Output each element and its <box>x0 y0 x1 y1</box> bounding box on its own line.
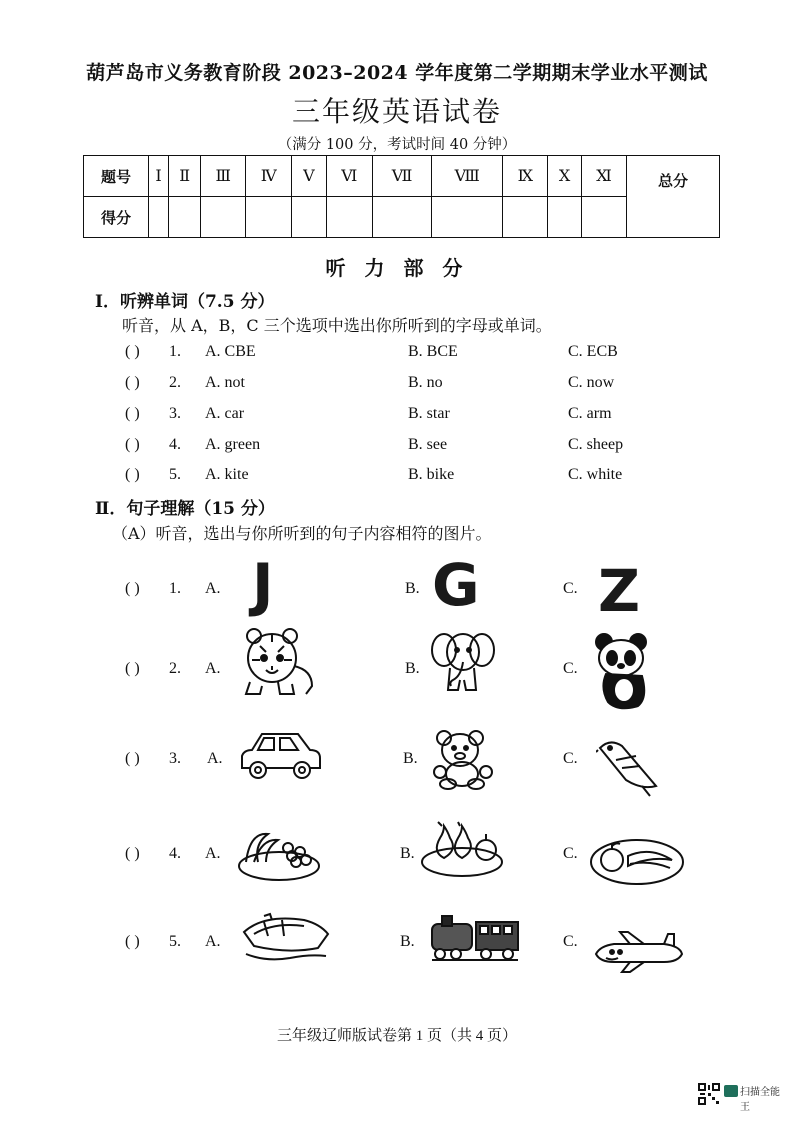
question-number: 4. <box>169 845 181 862</box>
option-a-label: A. <box>205 660 221 677</box>
option-a: A. kite <box>205 466 249 483</box>
part2-instruction: （A）听音，选出与你所听到的句子内容相符的图片。 <box>112 524 492 543</box>
question-row <box>125 343 685 369</box>
option-b: B. BCE <box>408 343 458 360</box>
letter-g-picture: G <box>432 551 480 619</box>
score-cell[interactable] <box>292 197 326 238</box>
score-cell[interactable] <box>581 197 626 238</box>
scanner-badge <box>697 1082 785 1113</box>
part1-instruction: 听音，从 A，B，C 三个选项中选出你所听到的字母或单词。 <box>122 316 552 335</box>
score-cell[interactable] <box>373 197 432 238</box>
cs-logo-icon <box>724 1085 738 1097</box>
score-table-row-label: 得分 <box>84 197 149 238</box>
bird-icon <box>596 738 666 800</box>
question-number: 2. <box>169 374 181 391</box>
letter-j-picture: J <box>252 551 274 619</box>
score-table-score-row <box>84 197 720 238</box>
option-b-label: B. <box>403 750 418 767</box>
question-number: 1. <box>169 580 181 597</box>
exam-title: 三年级英语试卷 <box>291 95 502 128</box>
score-table-row-label: 题号 <box>84 156 149 197</box>
qr-code-icon <box>697 1082 721 1106</box>
option-c-label: C. <box>563 580 578 597</box>
option-c: C. now <box>568 374 615 391</box>
elephant-icon <box>430 624 496 696</box>
score-cell[interactable] <box>432 197 503 238</box>
score-column-7: Ⅶ <box>373 156 432 197</box>
score-cell[interactable] <box>503 197 548 238</box>
part2-heading: Ⅱ．句子理解（15 分） <box>95 499 275 519</box>
score-column-9: Ⅸ <box>503 156 548 197</box>
question-number: 4. <box>169 436 181 453</box>
score-column-2: Ⅱ <box>168 156 200 197</box>
boat-icon <box>240 910 332 964</box>
option-a-label: A. <box>205 580 221 597</box>
header-title: 葫芦岛市义务教育阶段 2023–2024 学年度第二学期期末学业水平测试 <box>86 62 708 84</box>
score-column-4: Ⅳ <box>246 156 292 197</box>
apple-banana-plate-icon <box>588 832 686 888</box>
answer-blank[interactable]: ( ) <box>125 436 140 453</box>
answer-blank[interactable]: ( ) <box>125 374 140 391</box>
question-row <box>125 405 685 431</box>
score-column-11: Ⅺ <box>581 156 626 197</box>
question-row <box>125 466 685 492</box>
answer-blank[interactable]: ( ) <box>125 660 140 677</box>
score-cell[interactable] <box>201 197 246 238</box>
score-table <box>83 155 720 238</box>
score-cell[interactable] <box>149 197 169 238</box>
question-number: 3. <box>169 405 181 422</box>
option-a: A. car <box>205 405 245 422</box>
answer-blank[interactable]: ( ) <box>125 343 140 360</box>
option-a-label: A. <box>207 750 223 767</box>
teddy-bear-icon <box>432 728 496 790</box>
option-c-label: C. <box>563 933 578 950</box>
score-cell[interactable] <box>168 197 200 238</box>
option-b-label: B. <box>400 845 415 862</box>
option-a: A. not <box>205 374 245 391</box>
train-icon <box>430 910 522 962</box>
score-table-header-row <box>84 156 720 197</box>
page-footer: 三年级辽师版试卷第 1 页（共 4 页） <box>276 1028 517 1044</box>
option-c-label: C. <box>563 660 578 677</box>
score-total-label: 总分 <box>627 156 720 238</box>
score-cell[interactable] <box>246 197 292 238</box>
option-c-label: C. <box>563 750 578 767</box>
option-c: C. white <box>568 466 623 483</box>
answer-blank[interactable]: ( ) <box>125 845 140 862</box>
score-column-6: Ⅵ <box>326 156 373 197</box>
option-a-label: A. <box>205 933 221 950</box>
score-column-8: Ⅷ <box>432 156 503 197</box>
question-number: 5. <box>169 933 181 950</box>
option-b-label: B. <box>400 933 415 950</box>
score-column-5: Ⅴ <box>292 156 326 197</box>
option-c: C. ECB <box>568 343 618 360</box>
answer-blank[interactable]: ( ) <box>125 933 140 950</box>
option-b: B. star <box>408 405 450 422</box>
question-row <box>125 374 685 400</box>
section-title: 听 力 部 分 <box>325 256 469 280</box>
tiger-icon <box>238 626 318 698</box>
pears-apple-plate-icon <box>420 818 508 878</box>
option-c-label: C. <box>563 845 578 862</box>
car-icon <box>238 728 324 784</box>
score-cell[interactable] <box>326 197 373 238</box>
option-c: C. arm <box>568 405 612 422</box>
option-b-label: B. <box>405 580 420 597</box>
question-number: 5. <box>169 466 181 483</box>
option-b: B. no <box>408 374 443 391</box>
option-b: B. bike <box>408 466 455 483</box>
score-column-10: Ⅹ <box>548 156 582 197</box>
scanner-badge-text: 扫描全能王 <box>740 1087 780 1113</box>
plane-icon <box>590 930 684 974</box>
exam-subtitle: （满分 100 分，考试时间 40 分钟） <box>277 137 517 153</box>
fruit-plate-icon <box>236 826 322 882</box>
score-column-3: Ⅲ <box>201 156 246 197</box>
score-cell[interactable] <box>548 197 582 238</box>
question-number: 2. <box>169 660 181 677</box>
panda-icon <box>592 632 652 716</box>
option-b: B. see <box>408 436 448 453</box>
option-b-label: B. <box>405 660 420 677</box>
score-column-1: Ⅰ <box>149 156 169 197</box>
letter-z-picture: Z <box>598 557 641 625</box>
answer-blank[interactable]: ( ) <box>125 750 140 767</box>
part1-heading: Ⅰ．听辨单词（7.5 分） <box>95 292 275 312</box>
question-row <box>125 436 685 462</box>
option-a: A. CBE <box>205 343 256 360</box>
answer-blank[interactable]: ( ) <box>125 405 140 422</box>
option-a-label: A. <box>205 845 221 862</box>
answer-blank[interactable]: ( ) <box>125 580 140 597</box>
question-number: 3. <box>169 750 181 767</box>
question-number: 1. <box>169 343 181 360</box>
option-a: A. green <box>205 436 261 453</box>
answer-blank[interactable]: ( ) <box>125 466 140 483</box>
option-c: C. sheep <box>568 436 624 453</box>
